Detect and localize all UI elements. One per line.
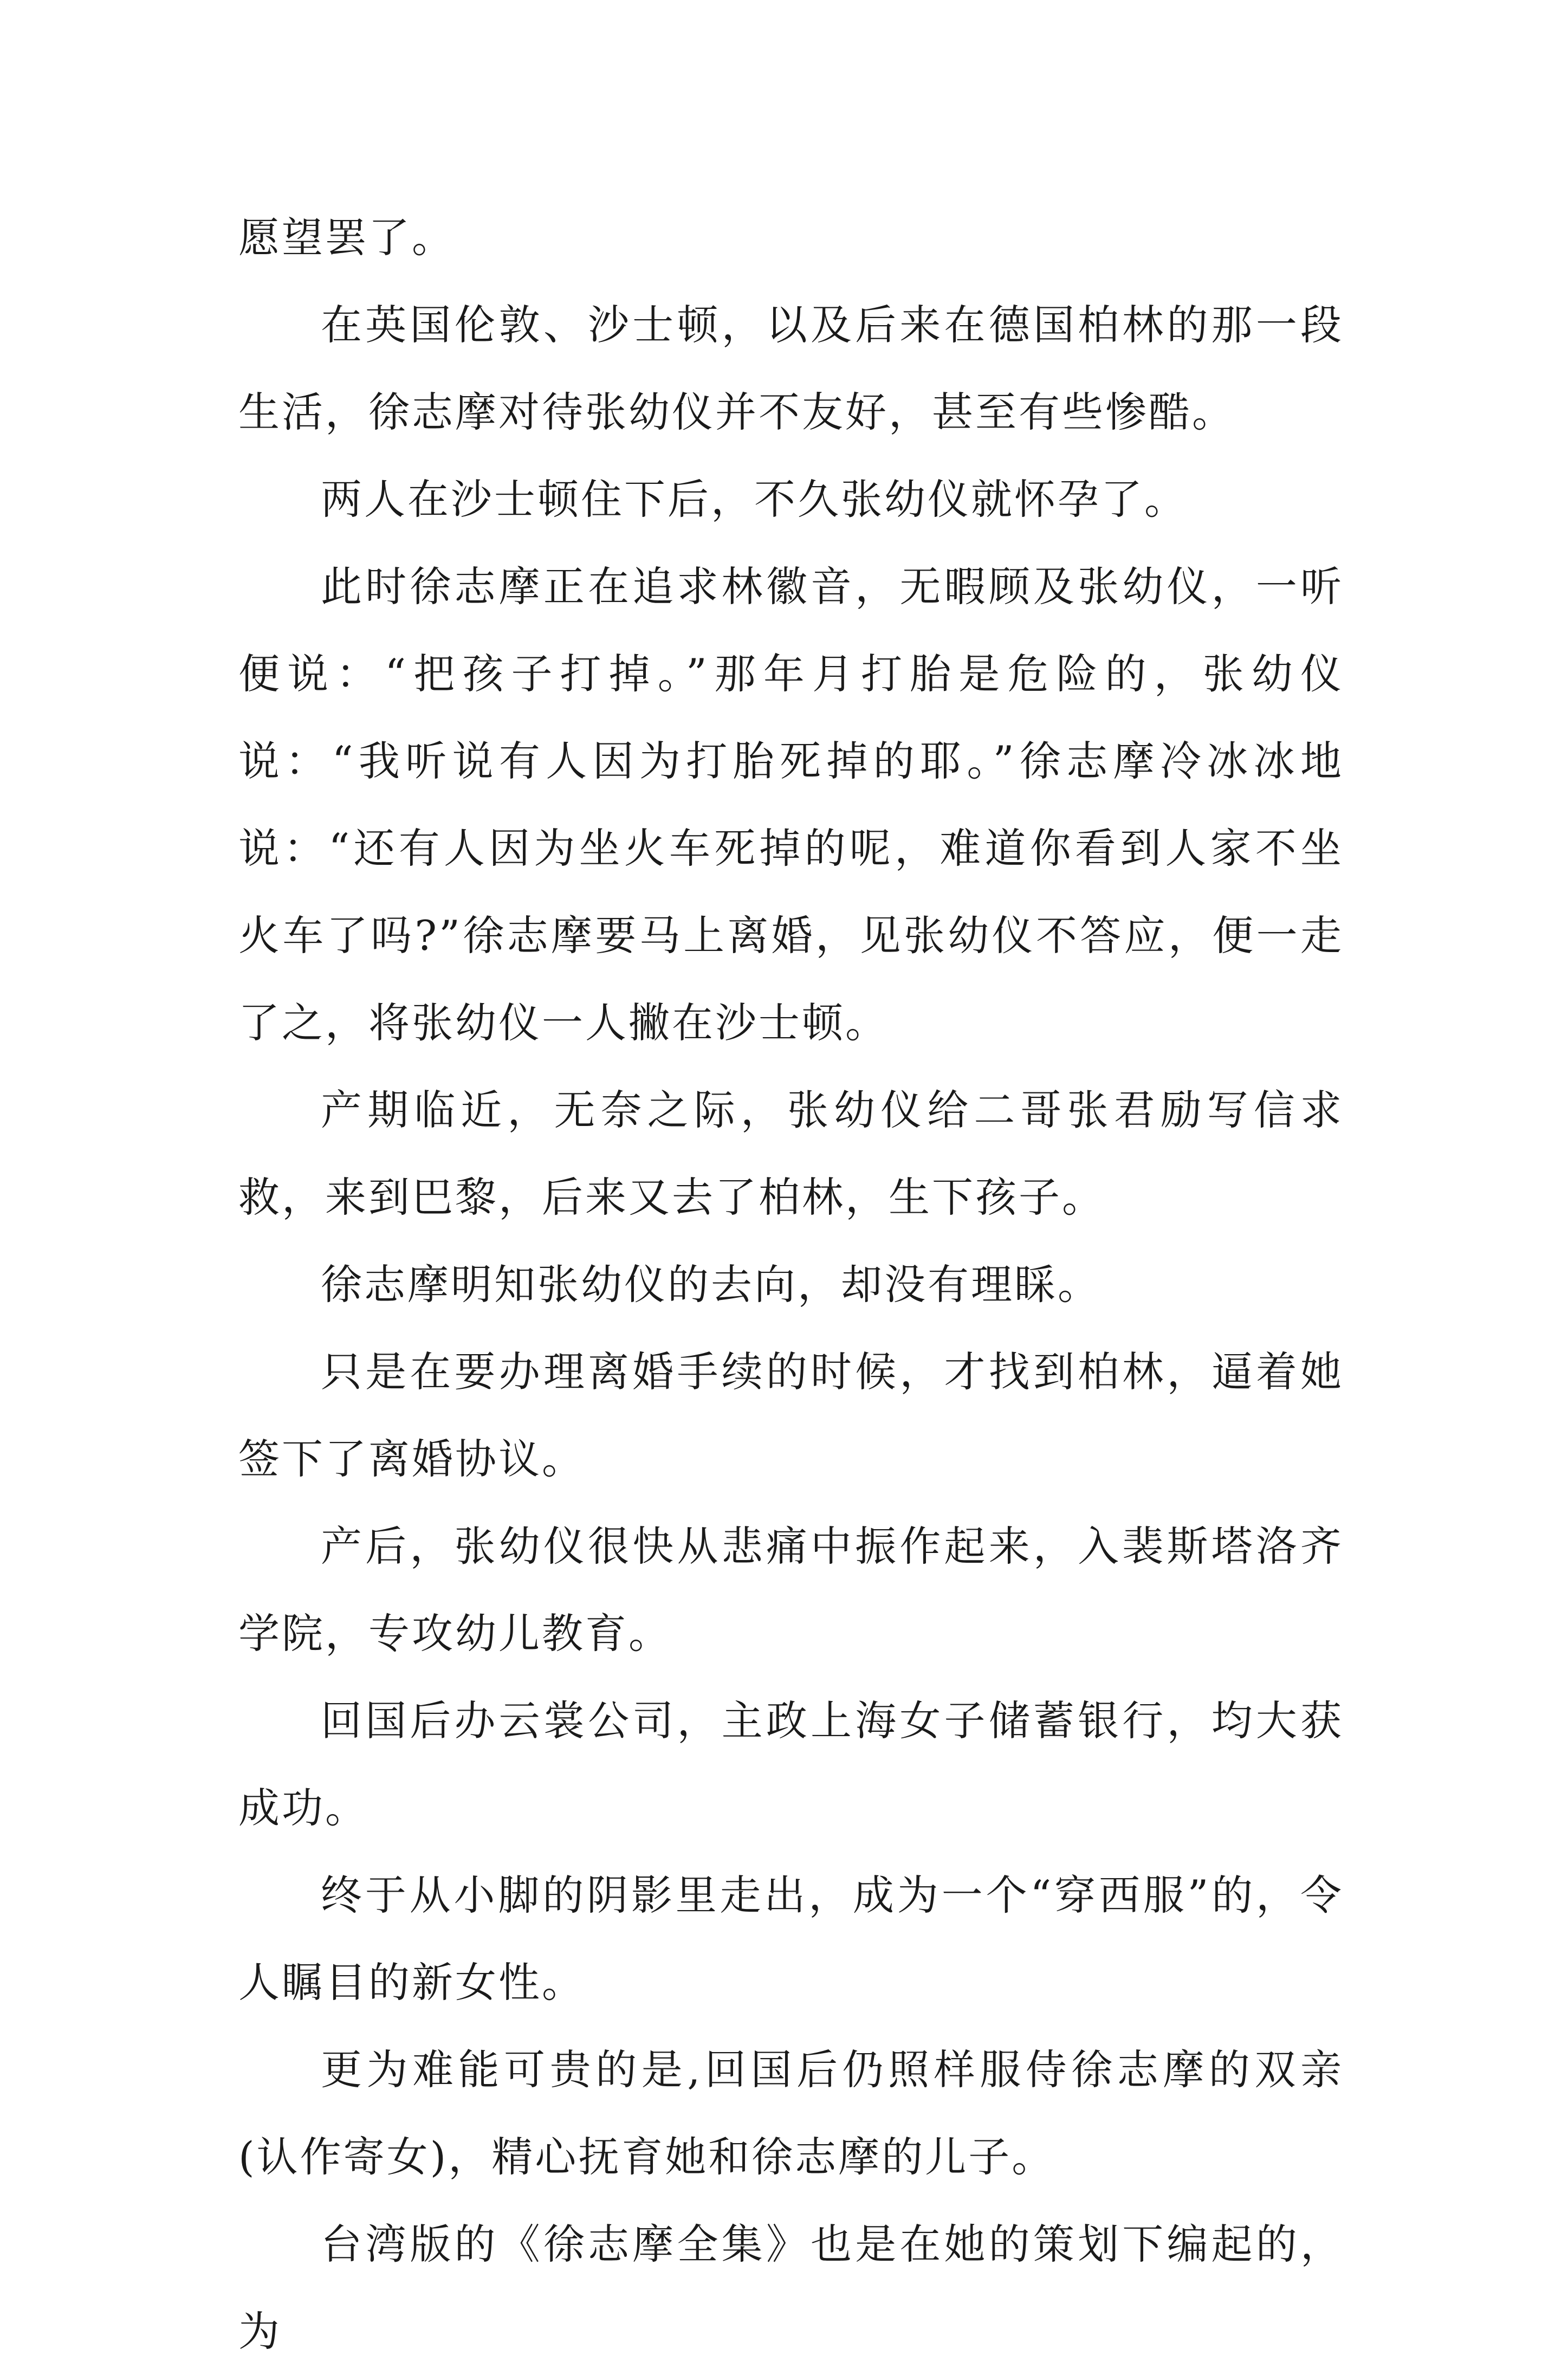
paragraph: 终于从小脚的阴影里走出，成为一个“穿西服”的，令人瞩目的新女性。 [238,1871,1344,2007]
paragraph: 回国后办云裳公司，主政上海女子储蓄银行，均大获成功。 [238,1697,1344,1832]
paragraph: 两人在沙士顿住下后，不久张幼仪就怀孕了。 [321,475,1188,523]
paragraph: 在英国伦敦、沙士顿，以及后来在德国柏林的那一段生活，徐志摩对待张幼仪并不友好，甚至有些惨酷。 [238,301,1344,436]
article-body [238,194,1344,2375]
paragraph: 产期临近，无奈之际，张幼仪给二哥张君励写信求救，来到巴黎，后来又去了柏林，生下孩子。 [238,1086,1344,1221]
paragraph: 此时徐志摩正在追求林徽音，无暇顾及张幼仪，一听便说：“把孩子打掉。”那年月打胎是危险的，张幼仪说：“我听说有人因为打胎死掉的耶。”徐志摩冷冰冰地说：“还有人因为坐火车死掉的呢，难道你看到人家不坐火车了吗?”徐志摩要马上离婚，见张幼仪不答应，便一走了之，将张幼仪一人撇在沙士顿。 [238,562,1344,1047]
paragraph: 台湾版的《徐志摩全集》也是在她的策划下编起的，为 [238,2220,1344,2355]
paragraph: 更为难能可贵的是,回国后仍照样服侍徐志摩的双亲(认作寄女)，精心抚育她和徐志摩的儿子。 [238,2046,1344,2181]
paragraph-continued: 愿望罢了。 [238,213,455,262]
paragraph: 只是在要办理离婚手续的时候，才找到柏林，逼着她签下了离婚协议。 [238,1348,1344,1483]
paragraph: 徐志摩明知张幼仪的去向，却没有理睬。 [321,1260,1101,1309]
paragraph: 产后，张幼仪很快从悲痛中振作起来，入裴斯塔洛齐学院，专攻幼儿教育。 [238,1522,1344,1658]
